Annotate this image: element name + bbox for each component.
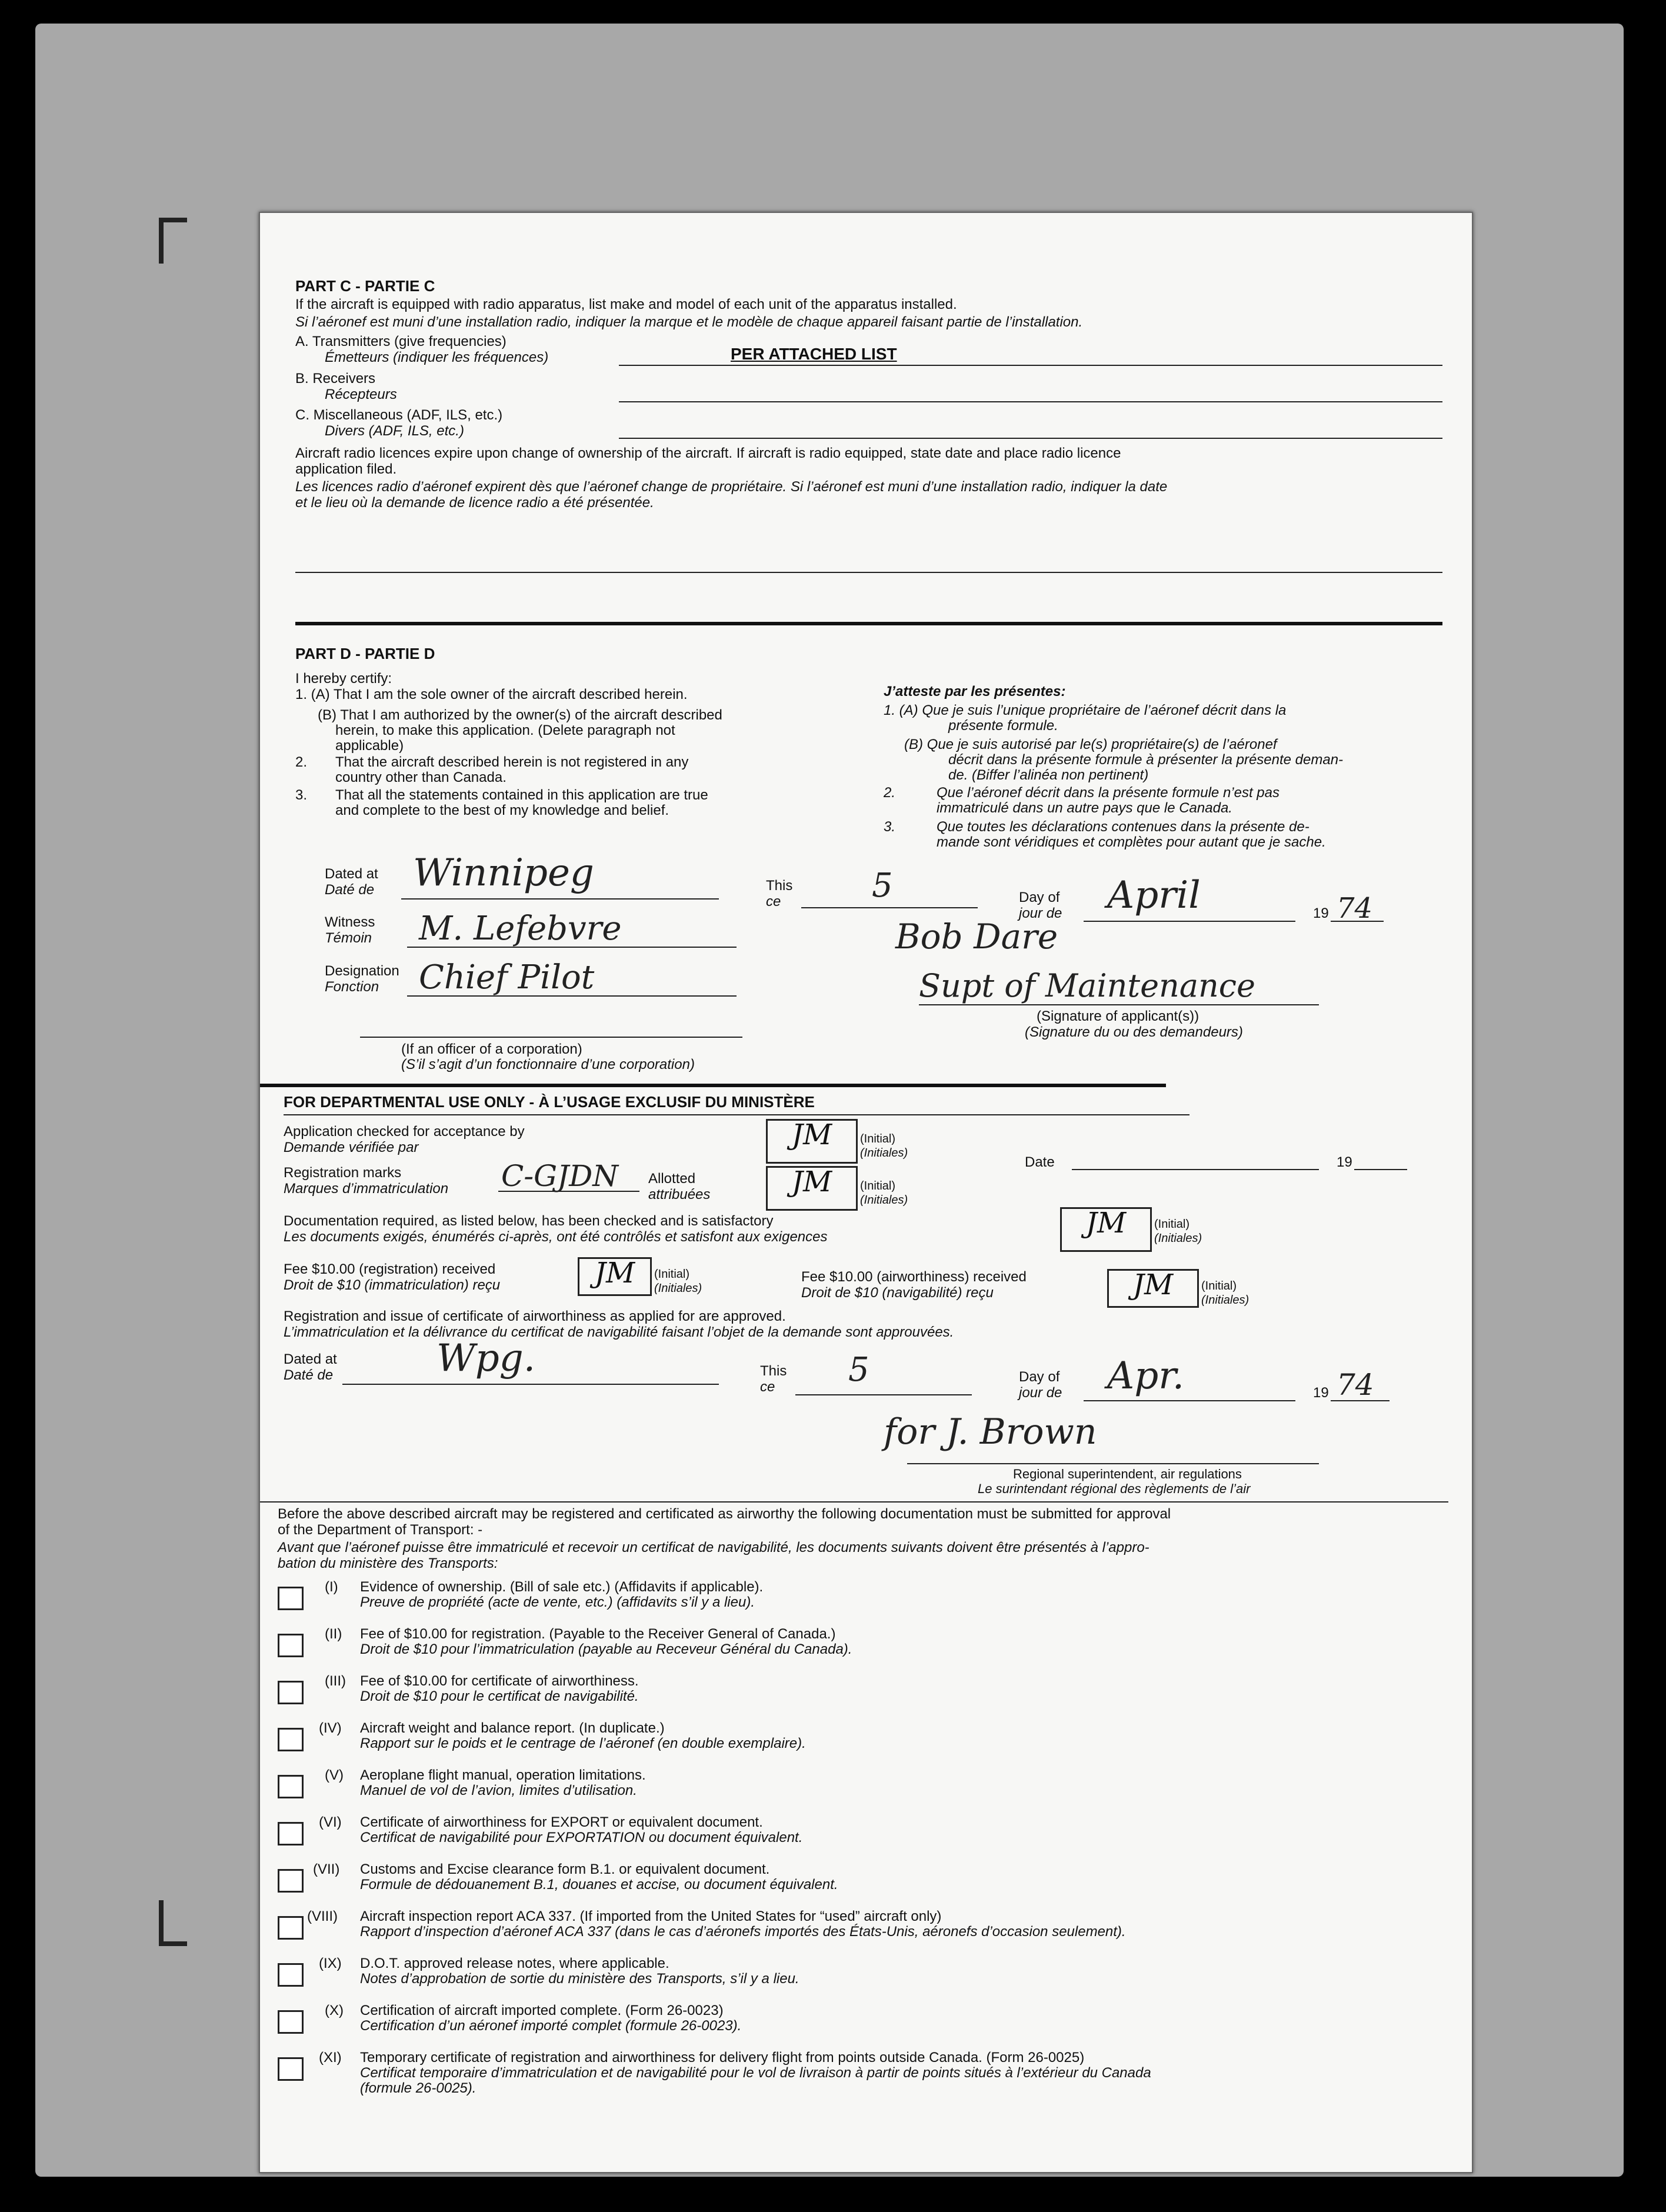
doc-checked-fr: Les documents exigés, énumérés ci-après, ont été contrôlés et satisfont aux exigences — [284, 1229, 828, 1245]
part-c-intro-en: If the aircraft is equipped with radio apparatus, list make and model of each unit of the apparatus installed. — [295, 297, 957, 312]
item-fr: Droit de $10 pour le certificat de navigabilité. — [360, 1688, 639, 1704]
item-fr: Formule de dédouanement B.1, douanes et accise, ou document équivalent. — [360, 1877, 838, 1893]
item-fr: Rapport d’inspection d’aéronef ACA 337 (dans le cas d’aéronefs importés des États-Unis, aéronefs d’occasion seulement). — [360, 1924, 1126, 1940]
item-en: Certification of aircraft imported complete. (Form 26-0023) — [360, 2003, 724, 2018]
cert-en-1b-1: (B) That I am authorized by the owner(s) of the aircraft described — [318, 707, 722, 723]
section-rule — [295, 622, 1442, 625]
checked-label-fr: Demande vérifiée par — [284, 1140, 419, 1155]
signature-label-en: (Signature of applicant(s)) — [1037, 1008, 1199, 1024]
reg-marks-line — [498, 1191, 639, 1192]
initial-label-fr: (Initiales) — [1154, 1232, 1202, 1245]
day-of-label-en: Day of — [1019, 890, 1060, 905]
cert-fr-3-num: 3. — [884, 819, 896, 835]
cert-fr-2-num: 2. — [884, 785, 896, 801]
item-en: Fee of $10.00 for registration. (Payable to the Receiver General of Canada.) — [360, 1626, 836, 1642]
year-prefix: 19 — [1313, 905, 1329, 921]
cert-en-1a: 1. (A) That I am the sole owner of the aircraft described herein. — [295, 687, 688, 702]
initial-label-fr: (Initiales) — [1201, 1294, 1250, 1307]
signature-line — [919, 1004, 1319, 1005]
item-en: Fee of $10.00 for certificate of airworthiness. — [360, 1673, 639, 1689]
certify-en: I hereby certify: — [295, 671, 392, 687]
cert-fr-1b-2: décrit dans la présente formule à présenter la présente deman- — [948, 752, 1344, 768]
item-fr: Droit de $10 pour l’immatriculation (payable au Receveur Général du Canada). — [360, 1641, 852, 1657]
cert-fr-2-1: Que l’aéronef décrit dans la présente formule n’est pas — [937, 785, 1280, 801]
item-number: (III) — [325, 1673, 346, 1689]
misc-line — [619, 438, 1442, 439]
approved-fr: L’immatriculation et la délivrance du certificat de navigabilité faisant l’objet de la demande sont approuvées. — [284, 1324, 954, 1340]
date-year-prefix: 19 — [1337, 1154, 1352, 1170]
checkbox[interactable] — [278, 2057, 304, 2081]
cert-en-3-2: and complete to the best of my knowledge and belief. — [335, 802, 669, 818]
allotted-initials-stamp: JM — [766, 1166, 858, 1211]
item-number: (IX) — [319, 1956, 342, 1971]
transmitters-value: PER ATTACHED LIST — [731, 345, 897, 363]
item-number: (X) — [325, 2003, 344, 2018]
cert-fr-1b-1: (B) Que je suis autorisé par le(s) propriétaire(s) de l’aéronef — [904, 737, 1277, 752]
designation-label-fr: Fonction — [325, 979, 379, 995]
doc-checked-en: Documentation required, as listed below, has been checked and is satisfactory — [284, 1213, 774, 1229]
crop-mark — [159, 1900, 187, 1946]
item-number: (II) — [325, 1626, 342, 1642]
item-en: Customs and Excise clearance form B.1. or equivalent document. — [360, 1861, 770, 1877]
officer-label-en: (If an officer of a corporation) — [401, 1041, 582, 1057]
checkbox[interactable] — [278, 1587, 304, 1610]
checkbox[interactable] — [278, 1822, 304, 1845]
reg-marks-value: C-GJDN — [501, 1159, 618, 1193]
cert-fr-3-1: Que toutes les déclarations contenues dans la présente de- — [937, 819, 1310, 835]
initial-label-fr: (Initiales) — [654, 1282, 702, 1295]
initial-label-en: (Initial) — [860, 1132, 896, 1145]
checkbox[interactable] — [278, 1681, 304, 1704]
day-of-value: April — [1107, 874, 1201, 917]
dated-at-label-fr: Daté de — [325, 882, 375, 898]
item-fr: Rapport sur le poids et le centrage de l’aéronef (en double exemplaire). — [360, 1735, 806, 1751]
initial-label-en: (Initial) — [654, 1268, 690, 1281]
regional-signature: for J. Brown — [884, 1411, 1097, 1453]
regional-label-fr: Le surintendant régional des règlements de l’air — [978, 1481, 1251, 1496]
dated-at-line — [401, 898, 719, 900]
checkbox[interactable] — [278, 1728, 304, 1751]
initial-label-en: (Initial) — [1154, 1218, 1190, 1231]
transmitters-line — [619, 365, 1442, 366]
witness-value: M. Lefebvre — [419, 910, 622, 948]
officer-line — [360, 1037, 742, 1038]
dept-header: FOR DEPARTMENTAL USE ONLY - À L’USAGE EXCLUSIF DU MINISTÈRE — [284, 1093, 815, 1111]
applicant-title-value: Supt of Maintenance — [919, 967, 1256, 1004]
receivers-label-en: B. Receivers — [295, 371, 376, 387]
licence-note-en-1: Aircraft radio licences expire upon change of ownership of the aircraft. If aircraft is radio equipped, state date and place radio licence — [295, 445, 1121, 461]
dept-this-line — [795, 1394, 972, 1395]
item-en: Certificate of airworthiness for EXPORT or equivalent document. — [360, 1814, 763, 1830]
date-line — [1072, 1169, 1319, 1170]
cert-fr-3-2: mande sont véridiques et complètes pour autant que je sache. — [937, 834, 1326, 850]
licence-note-fr-1: Les licences radio d’aéronef expirent dès que l’aéronef change de propriétaire. Si l’aéronef est muni d’une installation radio, indiquer la date — [295, 479, 1168, 495]
designation-value: Chief Pilot — [419, 958, 595, 997]
dept-dated-at-line — [342, 1384, 719, 1385]
dept-this-en: This — [760, 1363, 787, 1379]
dept-year-value: 74 — [1337, 1368, 1374, 1402]
year-value: 74 — [1337, 892, 1373, 925]
item-number: (XI) — [319, 2050, 342, 2066]
checkbox[interactable] — [278, 1916, 304, 1940]
checked-label-en: Application checked for acceptance by — [284, 1124, 525, 1140]
allotted-label-fr: attribuées — [648, 1187, 711, 1202]
transmitters-label-en: A. Transmitters (give frequencies) — [295, 334, 507, 349]
dept-year-prefix: 19 — [1313, 1385, 1329, 1401]
fee-air-initials-stamp: JM — [1107, 1269, 1199, 1308]
item-number: (VIII) — [307, 1908, 338, 1924]
item-en: Aircraft weight and balance report. (In duplicate.) — [360, 1720, 665, 1736]
initial-label-fr: (Initiales) — [860, 1194, 908, 1207]
officer-label-fr: (S’il s’agit d’un fonctionnaire d’une corporation) — [401, 1057, 695, 1072]
applicant-signature: Bob Dare — [895, 917, 1058, 957]
item-fr: Notes d’approbation de sortie du ministère des Transports, s’il y a lieu. — [360, 1971, 799, 1987]
this-value: 5 — [872, 867, 893, 905]
item-fr: Preuve de propriété (acte de vente, etc.) (affidavits s’il y a lieu). — [360, 1594, 755, 1610]
dept-dated-at-en: Dated at — [284, 1351, 337, 1367]
doc-initials-stamp: JM — [1060, 1207, 1152, 1252]
dept-dated-at-fr: Daté de — [284, 1367, 334, 1383]
cert-en-3-num: 3. — [295, 787, 308, 803]
dept-dated-at-value: Wpg. — [437, 1337, 536, 1380]
checkbox[interactable] — [278, 2010, 304, 2034]
cert-fr-2-2: immatriculé dans un autre pays que le Canada. — [937, 800, 1232, 816]
dept-day-of-en: Day of — [1019, 1369, 1060, 1385]
dated-at-label-en: Dated at — [325, 866, 378, 882]
dept-header-line — [284, 1114, 1189, 1115]
cert-en-2-1: That the aircraft described herein is not registered in any — [335, 754, 689, 770]
transmitters-label-fr: Émetteurs (indiquer les fréquences) — [325, 349, 549, 365]
cert-en-2-2: country other than Canada. — [335, 769, 507, 785]
cert-en-1b-3: applicable) — [335, 738, 404, 754]
fee-reg-label-fr: Droit de $10 (immatriculation) reçu — [284, 1277, 501, 1293]
docs-intro-fr-2: bation du ministère des Transports: — [278, 1555, 498, 1571]
day-of-line — [1084, 921, 1295, 922]
item-en: Aircraft inspection report ACA 337. (If imported from the United States for “used” aircraft only) — [360, 1908, 942, 1924]
licence-line — [295, 572, 1442, 573]
date-year-line — [1354, 1169, 1407, 1170]
initial-label-en: (Initial) — [1201, 1280, 1237, 1292]
misc-label-en: C. Miscellaneous (ADF, ILS, etc.) — [295, 407, 503, 423]
checked-initials-stamp: JM — [766, 1119, 858, 1164]
day-of-label-fr: jour de — [1019, 905, 1062, 921]
this-label-fr: ce — [766, 894, 781, 910]
docs-intro-en-1: Before the above described aircraft may be registered and certificated as airworthy the following documentation must be submitted for approval — [278, 1506, 1171, 1522]
item-fr-cont: (formule 26-0025). — [360, 2080, 477, 2096]
regional-label-en: Regional superintendent, air regulations — [1013, 1467, 1242, 1481]
certify-fr: J’atteste par les présentes: — [884, 684, 1066, 699]
crop-mark — [159, 218, 187, 264]
witness-label-fr: Témoin — [325, 930, 372, 946]
item-fr: Certificat temporaire d’immatriculation et de navigabilité pour le vol de livraison à partir de points situés à l’extérieur du Canada — [360, 2065, 1151, 2081]
dept-day-of-line — [1084, 1400, 1295, 1401]
item-fr: Certification d’un aéronef importé complet (formule 26-0023). — [360, 2018, 742, 2034]
designation-label-en: Designation — [325, 963, 399, 979]
item-en: D.O.T. approved release notes, where applicable. — [360, 1956, 669, 1971]
signature-label-fr: (Signature du ou des demandeurs) — [1025, 1024, 1243, 1040]
docs-intro-en-2: of the Department of Transport: - — [278, 1522, 483, 1538]
cert-fr-1a-2: présente formule. — [948, 718, 1058, 734]
allotted-label-en: Allotted — [648, 1171, 696, 1187]
cert-en-2-num: 2. — [295, 754, 308, 770]
fee-air-label-fr: Droit de $10 (navigabilité) reçu — [801, 1285, 994, 1301]
item-number: (I) — [325, 1579, 338, 1595]
witness-label-en: Witness — [325, 914, 375, 930]
misc-label-fr: Divers (ADF, ILS, etc.) — [325, 423, 464, 439]
item-fr: Manuel de vol de l’avion, limites d’utilisation. — [360, 1783, 637, 1798]
checkbox[interactable] — [278, 1775, 304, 1798]
cert-en-1b-2: herein, to make this application. (Delete paragraph not — [335, 722, 675, 738]
reg-marks-label-fr: Marques d’immatriculation — [284, 1181, 449, 1197]
licence-note-en-2: application filed. — [295, 461, 397, 477]
application-form-page — [259, 212, 1473, 2173]
item-en: Temporary certificate of registration and airworthiness for delivery flight from points outside Canada. (Form 26-0025) — [360, 2050, 1085, 2066]
dated-at-value: Winnipeg — [413, 851, 594, 895]
initial-label-en: (Initial) — [860, 1180, 896, 1192]
checkbox[interactable] — [278, 1963, 304, 1987]
dept-this-value: 5 — [848, 1351, 869, 1389]
dept-day-of-fr: jour de — [1019, 1385, 1062, 1401]
approved-en: Registration and issue of certificate of airworthiness as applied for are approved. — [284, 1308, 786, 1324]
part-c-intro-fr: Si l’aéronef est muni d’une installation radio, indiquer la marque et le modèle de chaque appareil faisant partie de l’installation. — [295, 314, 1083, 330]
this-label-en: This — [766, 878, 793, 894]
item-en: Aeroplane flight manual, operation limitations. — [360, 1767, 646, 1783]
licence-note-fr-2: et le lieu où la demande de licence radio a été présentée. — [295, 495, 654, 511]
cert-fr-1b-3: de. (Biffer l’alinéa non pertinent) — [948, 767, 1149, 783]
dept-this-fr: ce — [760, 1379, 775, 1395]
docs-top-line — [260, 1501, 1448, 1503]
this-line — [801, 907, 978, 908]
cert-en-3-1: That all the statements contained in this application are true — [335, 787, 708, 803]
item-fr: Certificat de navigabilité pour EXPORTATION ou document équivalent. — [360, 1830, 803, 1845]
reg-marks-label-en: Registration marks — [284, 1165, 402, 1181]
fee-reg-label-en: Fee $10.00 (registration) received — [284, 1261, 496, 1277]
checkbox[interactable] — [278, 1634, 304, 1657]
receivers-line — [619, 401, 1442, 402]
section-rule — [260, 1084, 1166, 1087]
part-c-header: PART C - PARTIE C — [295, 277, 435, 295]
fee-air-label-en: Fee $10.00 (airworthiness) received — [801, 1269, 1027, 1285]
item-number: (VI) — [319, 1814, 342, 1830]
item-en: Evidence of ownership. (Bill of sale etc.) (Affidavits if applicable). — [360, 1579, 764, 1595]
initial-label-fr: (Initiales) — [860, 1147, 908, 1160]
dept-day-of-value: Apr. — [1107, 1354, 1185, 1398]
checkbox[interactable] — [278, 1869, 304, 1893]
cert-fr-1a-1: 1. (A) Que je suis l’unique propriétaire de l’aéronef décrit dans la — [884, 702, 1287, 718]
fee-reg-initials-stamp: JM — [578, 1257, 652, 1296]
part-d-header: PART D - PARTIE D — [295, 645, 435, 662]
docs-intro-fr-1: Avant que l’aéronef puisse être immatriculé et recevoir un certificat de navigabilité, les documents suivants doivent être présentés à l’appro- — [278, 1540, 1149, 1555]
item-number: (V) — [325, 1767, 344, 1783]
receivers-label-fr: Récepteurs — [325, 387, 397, 402]
item-number: (IV) — [319, 1720, 342, 1736]
item-number: (VII) — [313, 1861, 340, 1877]
regional-sig-line — [907, 1463, 1319, 1464]
date-label: Date — [1025, 1154, 1055, 1170]
